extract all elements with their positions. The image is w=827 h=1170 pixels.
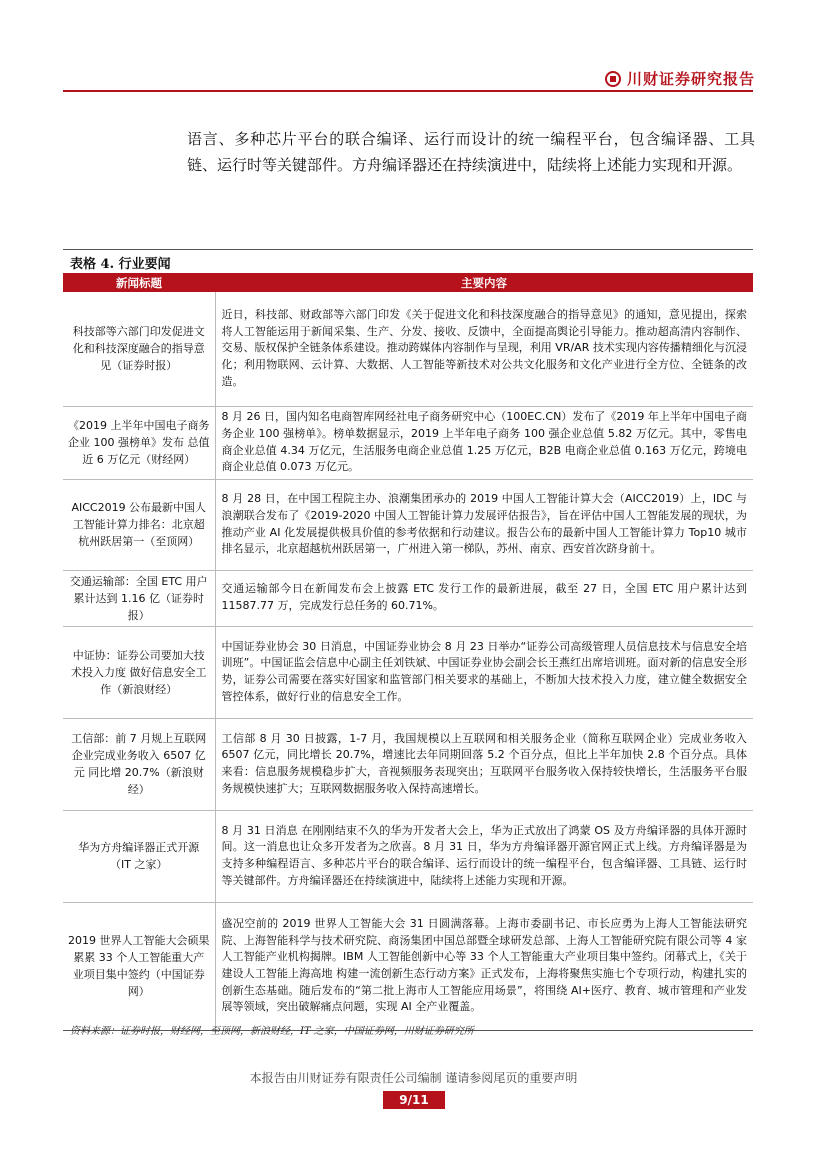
news-content: 中国证券业协会 30 日消息，中国证券业协会 8 月 23 日举办“证券公司高级管理人员信息技术与信息安全培训班”。中国证监会信息中心副主任刘铁斌、中国证券业协会副会长王燕红出席培训班。面对新的信息安全形势，证券公司需要在落实好国家和监管部门相关要求的基础上，不断加大技术投入力度，建立健全数据安全管控体系，做好行业的信息安全工作。 — [215, 626, 753, 718]
seal-icon — [605, 71, 621, 87]
news-content: 8 月 31 日消息 在刚刚结束不久的华为开发者大会上，华为正式放出了鸿蒙 OS 及方舟编译器的具体开源时间。这一消息也让众多开发者为之欣喜。8 月 31 日，华为方舟编译器开源官网正式上线。方舟编译器是为支持多种编程语言、多种芯片平台的联合编译、运行而设计的统一编程平台，包含编译器、工具链、运行时等关键部件。方舟编译器还在持续演进中，陆续将上述能力实现和开源。 — [215, 810, 753, 902]
table-header-row — [63, 273, 753, 292]
news-content: 8 月 26 日，国内知名电商智库网经社电子商务研究中心（100EC.CN）发布了《2019 年上半年中国电子商务企业 100 强榜单》。榜单数据显示，2019 上半年电子商务 100 强企业总值 5.82 万亿元。其中，零售电商企业总值 4.34 万亿元，生活服务电商企业总值 1.25 万亿元，B2B 电商企业总值 0.163 万亿元，跨境电商企业总值 0.073 万亿元。 — [215, 406, 753, 479]
news-title: 中证协：证券公司要加大技术投入力度 做好信息安全工作（新浪财经） — [63, 626, 215, 718]
header-content: 主要内容 — [215, 273, 753, 292]
table-row — [63, 626, 753, 718]
table-row — [63, 479, 753, 570]
header-title: 新闻标题 — [63, 273, 215, 292]
news-title: 交通运输部：全国 ETC 用户累计达到 1.16 亿（证券时报） — [63, 570, 215, 626]
news-content: 近日，科技部、财政部等六部门印发《关于促进文化和科技深度融合的指导意见》的通知，意见提出，探索将人工智能运用于新闻采集、生产、分发、接收、反馈中，全面提高舆论引导能力。推动超高清内容制作、交易、版权保护全链条体系建设。推动跨媒体内容制作与呈现，利用 VR/AR 技术实现内容传播精细化与沉浸化；利用物联网、云计算、大数据、人工智能等新技术对公共文化服务和文化产业进行全方位、全链条的改造。 — [215, 292, 753, 406]
news-title: 科技部等六部门印发促进文化和科技深度融合的指导意见（证券时报） — [63, 292, 215, 406]
news-content: 交通运输部今日在新闻发布会上披露 ETC 发行工作的最新进展，截至 27 日，全国 ETC 用户累计达到 11587.77 万，完成发行总任务的 60.71%。 — [215, 570, 753, 626]
news-title: 华为方舟编译器正式开源（IT 之家） — [63, 810, 215, 902]
table-row — [63, 810, 753, 902]
brand — [605, 68, 755, 89]
news-table — [63, 273, 753, 1031]
table-row — [63, 292, 753, 406]
footer-disclaimer: 本报告由川财证券有限责任公司编制 谨请参阅尾页的重要声明 — [249, 1071, 578, 1085]
header-divider — [63, 90, 753, 92]
table-row — [63, 718, 753, 810]
table-source: 资料来源：证券时报，财经网，至顶网，新浪财经，IT 之家，中国证券网，川财证券研究所 — [70, 1026, 474, 1037]
table-row — [63, 902, 753, 1030]
table-row — [63, 570, 753, 626]
intro-paragraph: 语言、多种芯片平台的联合编译、运行而设计的统一编程平台，包含编译器、工具链、运行时等关键部件。方舟编译器还在持续演进中，陆续将上述能力实现和开源。 — [187, 130, 755, 174]
news-title: 工信部：前 7 月规上互联网企业完成业务收入 6507 亿元 同比增 20.7%（新浪财经） — [63, 718, 215, 810]
news-title: 2019 世界人工智能大会硕果累累 33 个人工智能重大产业项目集中签约（中国证券网） — [63, 902, 215, 1030]
page-number: 9/11 — [383, 1091, 445, 1109]
page-header — [0, 0, 827, 92]
table-row — [63, 406, 753, 479]
news-content: 盛况空前的 2019 世界人工智能大会 31 日圆满落幕。上海市委副书记、市长应勇为上海人工智能法研究院、上海智能科学与技术研究院、商汤集团中国总部暨全球研发总部、上海人工智能研究院有限公司等 4 家人工智能产业机构揭牌。IBM 人工智能创新中心等 33 个人工智能重大产业项目集中签约。闭幕式上，《关于建设人工智能上海高地 构建一流创新生态行动方案》正式发布，上海将聚焦实施七个专项行动，构建扎实的创新生态基础。随后发布的“第二批上海市人工智能应用场景”，将围绕 AI+医疗、教育、城市管理和产业发展等领域，突出破解痛点问题，实现 AI 全产业覆盖。 — [215, 902, 753, 1030]
news-content: 8 月 28 日，在中国工程院主办、浪潮集团承办的 2019 中国人工智能计算大会（AICC2019）上，IDC 与浪潮联合发布了《2019-2020 中国人工智能计算力发展评估报告》，旨在评估中国人工智能发展的现状，为推动产业 AI 化发展提供极具价值的参考依据和行动建议。报告公布的最新中国人工智能计算力 Top10 城市排名显示，北京超越杭州跃居第一，广州进入第一梯队，苏州、南京、西安首次跻身前十。 — [215, 479, 753, 570]
news-content: 工信部 8 月 30 日披露，1-7 月，我国规模以上互联网和相关服务企业（简称互联网企业）完成业务收入 6507 亿元，同比增长 20.7%，增速比去年同期回落 5.2 个百分点，但比上半年加快 2.8 个百分点。具体来看：信息服务规模稳步扩大，音视频服务表现突出；互联网平台服务收入保持较快增长，生活服务平台服务规模快速扩大；互联网数据服务收入保持高速增长。 — [215, 718, 753, 810]
table-caption: 表格 4. 行业要闻 — [70, 257, 171, 272]
news-title: 《2019 上半年中国电子商务企业 100 强榜单》发布 总值近 6 万亿元（财经网） — [63, 406, 215, 479]
brand-name: 川财证券研究报告 — [626, 70, 755, 88]
table-top-divider — [63, 249, 753, 250]
news-title: AICC2019 公布最新中国人工智能计算力排名：北京超杭州跃居第一（至顶网） — [63, 479, 215, 570]
